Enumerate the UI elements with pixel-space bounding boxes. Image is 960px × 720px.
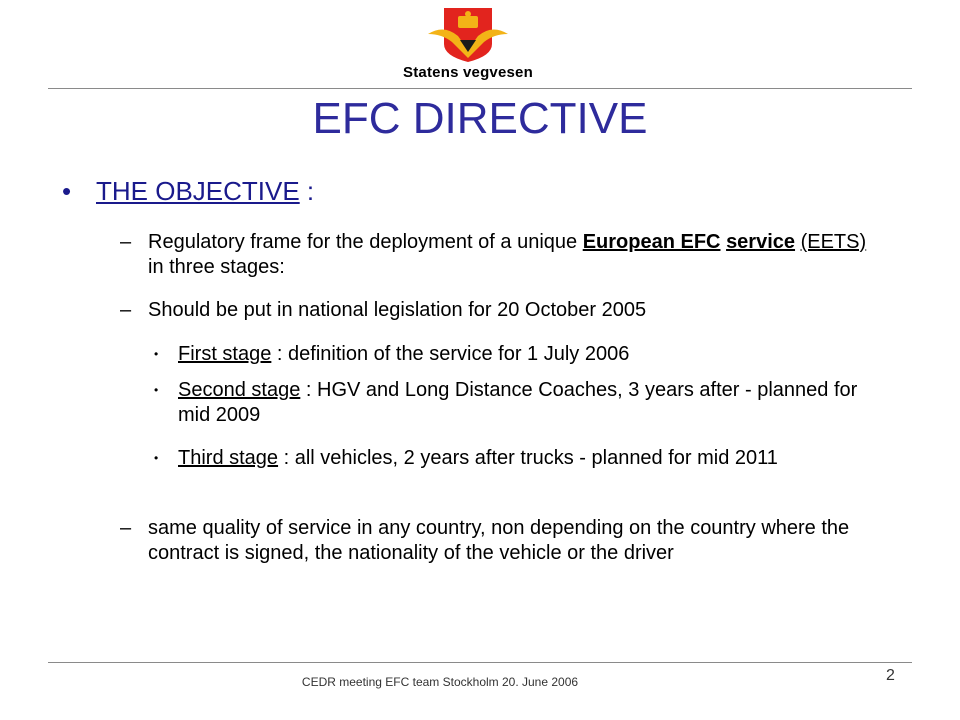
stage-label: First stage bbox=[178, 343, 272, 365]
item1-text: Regulatory frame for the deployment of a unique bbox=[148, 231, 583, 253]
stage-label: Second stage bbox=[178, 379, 301, 401]
item1-acronym: (EETS) bbox=[800, 231, 867, 253]
item1-emphasis-2: service bbox=[726, 231, 796, 253]
dash-bullet: – bbox=[120, 517, 132, 539]
stage-text: : HGV and Long Distance Coaches, 3 years after - planned for mid 2009 bbox=[178, 379, 858, 426]
objective-label: THE OBJECTIVE bbox=[96, 176, 300, 206]
small-bullet-icon: • bbox=[154, 451, 159, 465]
item1-emphasis: European EFC bbox=[582, 231, 721, 253]
small-bullet-icon: • bbox=[154, 383, 159, 397]
small-bullet-icon: • bbox=[154, 347, 159, 361]
logo bbox=[388, 6, 548, 86]
dash-bullet: – bbox=[120, 299, 132, 321]
statens-vegvesen-logo-icon bbox=[424, 6, 512, 64]
item3-text: same quality of service in any country, non depending on the country where the contract is signed, the nationality of the vehicle or the driver bbox=[148, 517, 850, 564]
item1-text-end: in three stages: bbox=[148, 256, 285, 278]
stage-label: Third stage bbox=[178, 447, 279, 469]
brand-name: Statens vegvesen bbox=[403, 64, 533, 81]
dash-bullet: – bbox=[120, 231, 132, 253]
page-number: 2 bbox=[886, 667, 895, 684]
footer-text: CEDR meeting EFC team Stockholm 20. June 2006 bbox=[301, 675, 579, 689]
objective-colon: : bbox=[299, 176, 315, 206]
stage-text: : definition of the service for 1 July 2006 bbox=[271, 343, 630, 365]
slide-title: EFC DIRECTIVE bbox=[312, 94, 648, 143]
item2-text: Should be put in national legislation for 20 October 2005 bbox=[148, 299, 647, 321]
footer-divider bbox=[48, 662, 912, 663]
stage-text: : all vehicles, 2 years after trucks - planned for mid 2011 bbox=[278, 447, 778, 469]
bullet-icon: • bbox=[62, 176, 72, 206]
header-divider bbox=[48, 88, 912, 89]
